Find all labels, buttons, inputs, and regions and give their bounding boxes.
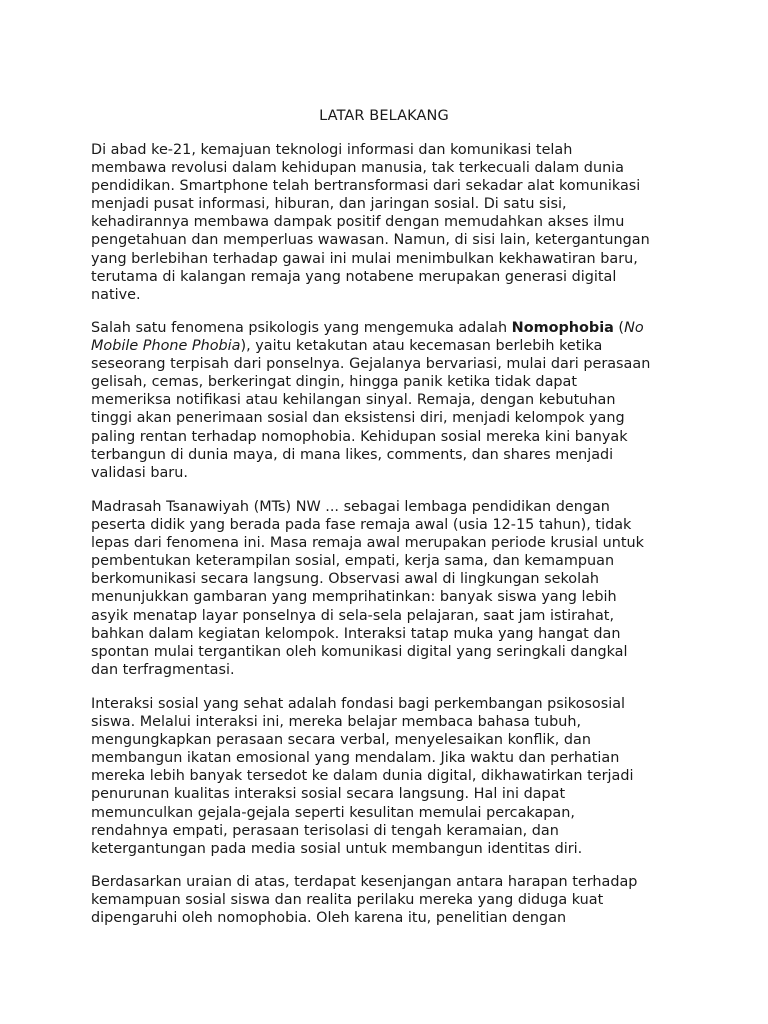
text-line: Di abad ke-21, kemajuan teknologi informasi dan komunikasi telah <box>91 142 573 158</box>
text-line: peserta didik yang berada pada fase remaja awal (usia 12-15 tahun), tidak <box>91 517 632 534</box>
text-line: memeriksa notifikasi atau kehilangan sinyal. Remaja, dengan kebutuhan <box>91 392 616 409</box>
text-segment: ), yaitu ketakutan atau kecemasan berlebih ketika <box>240 338 603 355</box>
text-line: dan terfragmentasi. <box>91 661 235 678</box>
text-line: gelisah, cemas, berkeringat dingin, hingga panik ketika tidak dapat <box>91 374 577 391</box>
text-line: dipengaruhi oleh nomophobia. Oleh karena itu, penelitian dengan <box>91 910 567 927</box>
text-line: pengetahuan dan memperluas wawasan. Namun, di sisi lain, ketergantungan <box>91 232 650 249</box>
paragraph-4 <box>91 695 691 858</box>
text-line: mereka lebih banyak tersedot ke dalam dunia digital, dikhawatirkan terjadi <box>91 768 634 785</box>
paragraph-2 <box>91 319 691 482</box>
text-line: pendidikan. Smartphone telah bertransformasi dari sekadar alat komunikasi <box>91 178 641 195</box>
text-line: siswa. Melalui interaksi ini, mereka belajar membaca bahasa tubuh, <box>91 714 582 731</box>
text-line: asyik menatap layar ponselnya di sela-sela pelajaran, saat jam istirahat, <box>91 607 615 624</box>
nomophobia-term: Nomophobia <box>511 320 614 336</box>
text-line: menjadi pusat informasi, hiburan, dan jaringan sosial. Di satu sisi, <box>91 196 567 213</box>
text-line: yang berlebihan terhadap gawai ini mulai menimbulkan kekhawatiran baru, <box>91 250 638 267</box>
text-line: mengungkapkan perasaan secara verbal, menyelesaikan konflik, dan <box>91 732 591 749</box>
italic-term: No <box>624 320 644 336</box>
text-line: lepas dari fenomena ini. Masa remaja awal merupakan periode krusial untuk <box>91 535 644 552</box>
page-title: LATAR BELAKANG <box>319 108 449 124</box>
italic-term: Mobile Phone Phobia <box>91 338 241 355</box>
text-line: kemampuan sosial siswa dan realita perilaku mereka yang diduga kuat <box>91 892 604 909</box>
text-line: berkomunikasi secara langsung. Observasi awal di lingkungan sekolah <box>91 571 600 588</box>
text-line <box>91 337 691 355</box>
text-line: seseorang terpisah dari ponselnya. Gejalanya bervariasi, mulai dari perasaan <box>91 356 651 373</box>
text-line: terbangun di dunia maya, di mana likes, comments, dan shares menjadi <box>91 446 614 463</box>
text-line: tinggi akan penerimaan sosial dan eksistensi diri, menjadi kelompok yang <box>91 410 625 427</box>
text-line: Madrasah Tsanawiyah (MTs) NW ... sebagai lembaga pendidikan dengan <box>91 499 610 515</box>
text-line: bahkan dalam kegiatan kelompok. Interaksi tatap muka yang hangat dan <box>91 625 621 642</box>
text-line: Berdasarkan uraian di atas, terdapat kesenjangan antara harapan terhadap <box>91 874 638 890</box>
text-line: validasi baru. <box>91 464 188 481</box>
paragraph-1 <box>91 141 691 304</box>
text-line: paling rentan terhadap nomophobia. Kehidupan sosial mereka kini banyak <box>91 428 628 445</box>
text-line <box>91 319 691 337</box>
text-line: spontan mulai tergantikan oleh komunikasi digital yang seringkali dangkal <box>91 643 628 660</box>
text-line: pembentukan keterampilan sosial, empati, kerja sama, dan kemampuan <box>91 553 615 570</box>
text-line: ketergantungan pada media sosial untuk membangun identitas diri. <box>91 840 583 857</box>
text-line: rendahnya empati, perasaan terisolasi di tengah keramaian, dan <box>91 822 559 839</box>
paragraph-3 <box>91 498 691 679</box>
text-line: kehadirannya membawa dampak positif dengan memudahkan akses ilmu <box>91 214 625 231</box>
text-line: membangun ikatan emosional yang mendalam. Jika waktu dan perhatian <box>91 750 620 767</box>
text-line: terutama di kalangan remaja yang notabene merupakan generasi digital <box>91 268 617 285</box>
text-line: Interaksi sosial yang sehat adalah fondasi bagi perkembangan psikososial <box>91 696 626 712</box>
text-segment: ( <box>613 320 625 336</box>
text-line: native. <box>91 286 141 303</box>
text-line: memunculkan gejala-gejala seperti kesulitan memulai percakapan, <box>91 804 575 821</box>
text-line: penurunan kualitas interaksi sosial secara langsung. Hal ini dapat <box>91 786 566 803</box>
text-segment: Salah satu fenomena psikologis yang mengemuka adalah <box>91 320 512 336</box>
paragraph-5 <box>91 873 691 927</box>
text-line: membawa revolusi dalam kehidupan manusia, tak terkecuali dalam dunia <box>91 160 625 177</box>
text-line: menunjukkan gambaran yang memprihatinkan: banyak siswa yang lebih <box>91 589 617 606</box>
